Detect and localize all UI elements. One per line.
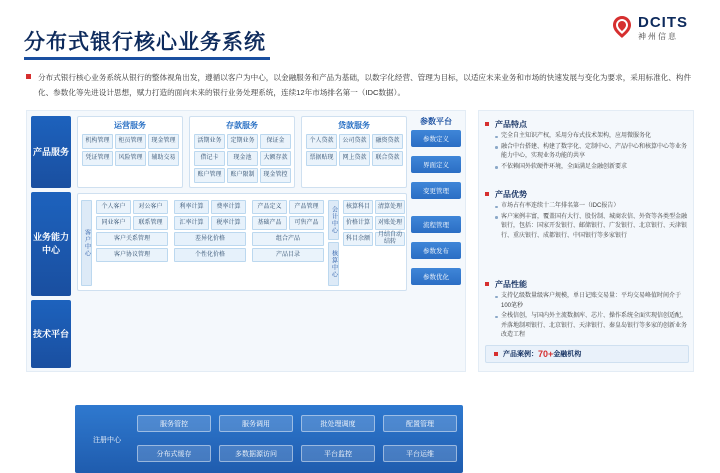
service-cell[interactable]: 票据贴现 xyxy=(306,151,337,166)
bullet-item: 不依赖国外软硬件环境，全面满足金融创新要求 xyxy=(495,163,689,173)
intro-paragraph: 分布式银行核心业务系统从银行的整体视角出发，遵循以客户为中心，以金融服务和产品为基础，以数字化经营、管理为目标，以适应未来业务和市场的快速发展与变化为要求，采用标准化、构件化、参数化等先进设计思想，赋力打造的面向未来的银行业务处理系统，连续12年市场排名第一（IDC数据）。 xyxy=(38,73,692,97)
tech-button[interactable]: 分布式缓存 xyxy=(137,445,211,462)
service-cell[interactable]: 现金管理 xyxy=(148,134,179,149)
center-tab-accounting[interactable]: 会计中心 xyxy=(328,200,339,240)
section-product-performance xyxy=(485,279,689,342)
capability-cell[interactable]: 基础产品 xyxy=(252,216,287,230)
service-cell[interactable]: 柜员管理 xyxy=(115,134,146,149)
service-cell[interactable]: 现金池 xyxy=(227,151,258,166)
capability-cell[interactable]: 个人客户 xyxy=(96,200,131,214)
capability-cell[interactable]: 客户关系管理 xyxy=(96,232,168,246)
capability-cell[interactable]: 产品目录 xyxy=(252,248,324,262)
service-cell[interactable]: 风险管理 xyxy=(115,151,146,166)
case-label-suffix: 金融机构 xyxy=(553,351,582,358)
platform-button[interactable]: 参数优化 xyxy=(411,268,461,285)
layer-label-tech-platform: 技术平台 xyxy=(31,300,71,368)
service-cell[interactable]: 机构管理 xyxy=(82,134,113,149)
service-cell[interactable]: 网上贷款 xyxy=(339,151,370,166)
center-tab-settlement[interactable]: 核算中心 xyxy=(328,242,339,286)
platform-button[interactable]: 流程管理 xyxy=(411,216,461,233)
intro-bullet-icon xyxy=(26,74,31,79)
capability-cell[interactable]: 产品定义 xyxy=(252,200,287,214)
layer-label-product-service: 产品服务 xyxy=(31,116,71,188)
capability-cell[interactable]: 核算科目 xyxy=(343,200,373,214)
service-cell[interactable]: 账户限制 xyxy=(227,168,258,183)
registry-center-label: 注册中心 xyxy=(93,437,121,444)
group-title: 运营服务 xyxy=(114,121,146,130)
platform-button[interactable]: 参数定义 xyxy=(411,130,461,147)
tech-button[interactable]: 平台监控 xyxy=(301,445,375,462)
logo-text: DCITS xyxy=(638,14,688,31)
bullet-item: 全栈信创，与国内外主流数据库、芯片、操作系统全面实现信创适配，并落地制项银行、北京银行、天津银行、秦皇岛银行等多家的创新业务改造工程 xyxy=(495,312,689,341)
capability-cell[interactable]: 清算处理 xyxy=(375,200,405,214)
bullet-item: 市场占有率连续十二年排名第一（IDC报告） xyxy=(495,202,689,212)
capability-cell[interactable]: 汇率计算 xyxy=(174,216,209,230)
service-cell[interactable]: 公司贷款 xyxy=(339,134,370,149)
service-cell[interactable]: 定期业务 xyxy=(227,134,258,149)
tech-platform-band xyxy=(75,405,463,473)
bullet-item: 融合中台搭建、构建了数字化、定制中心、产品中心和核算中心等业务能力中心，实现业务功能的共享 xyxy=(495,143,689,162)
group-deposit-service xyxy=(189,116,295,188)
section-body xyxy=(485,202,689,241)
service-cell[interactable]: 联合贷款 xyxy=(372,151,403,166)
section-product-features xyxy=(485,119,689,173)
brand-logo xyxy=(610,12,702,46)
product-case-badge xyxy=(485,345,689,363)
service-cell[interactable]: 融资贷款 xyxy=(372,134,403,149)
service-cell[interactable]: 现金管控 xyxy=(260,168,291,183)
capability-cell[interactable]: 客户协议管理 xyxy=(96,248,168,262)
capability-cell[interactable]: 利率计算 xyxy=(174,200,209,214)
logo-mark-icon xyxy=(610,15,634,39)
platform-button[interactable]: 参数发布 xyxy=(411,242,461,259)
section-heading: 产品性能 xyxy=(485,279,689,292)
page-title: 分布式银行核心业务系统 xyxy=(24,31,266,54)
section-body xyxy=(485,292,689,341)
case-label-prefix: 产品案例： xyxy=(503,351,538,358)
bullet-item: 支持亿级数量级客户规模，单日记账交易量：平均交易峰值时间介于100笔秒 xyxy=(495,292,689,311)
layer-label-capability-center: 业务能力中心 xyxy=(31,192,71,296)
tech-button[interactable]: 服务管控 xyxy=(137,415,211,432)
group-title: 贷款服务 xyxy=(338,121,370,130)
product-info-panel xyxy=(478,110,694,372)
capability-cell[interactable]: 可售产品 xyxy=(289,216,324,230)
center-tab-customer[interactable]: 客户中心 xyxy=(81,200,92,286)
section-heading: 产品特点 xyxy=(485,119,689,132)
capability-cell[interactable]: 费率计算 xyxy=(211,200,246,214)
tech-button[interactable]: 服务调用 xyxy=(219,415,293,432)
capability-cell[interactable]: 对公客户 xyxy=(133,200,168,214)
platform-button[interactable]: 变更管理 xyxy=(411,182,461,199)
case-bullet-icon xyxy=(494,352,498,356)
service-cell[interactable]: 辅助交易 xyxy=(148,151,179,166)
layer-labels xyxy=(31,116,71,368)
capability-cell[interactable]: 同业客户 xyxy=(96,216,131,230)
service-cell[interactable]: 保证金 xyxy=(260,134,291,149)
service-cell[interactable]: 大额存款 xyxy=(260,151,291,166)
platform-button[interactable]: 界面定义 xyxy=(411,156,461,173)
bullet-item: 客户案例丰富，覆盖国有大行、股份制、城商农信、外资等各类型金融银行，包括：国家开发银行、邮储银行、广发银行、北京银行、天津银行、重庆银行、成都银行、中国银行等多家银行 xyxy=(495,213,689,242)
tech-button[interactable]: 批处理调度 xyxy=(301,415,375,432)
group-loan-service xyxy=(301,116,407,188)
section-product-advantages xyxy=(485,189,689,242)
parameter-platform-title: 参数平台 xyxy=(420,117,452,126)
section-body xyxy=(485,132,689,172)
service-cell[interactable]: 个人贷款 xyxy=(306,134,337,149)
section-heading: 产品优势 xyxy=(485,189,689,202)
capability-cell[interactable]: 月结自动结转 xyxy=(375,232,405,246)
title-underline xyxy=(24,57,270,60)
capability-cell[interactable]: 价格计算 xyxy=(343,216,373,230)
capability-cell[interactable]: 税率计算 xyxy=(211,216,246,230)
parameter-platform xyxy=(409,116,463,291)
tech-button[interactable]: 多数据源访问 xyxy=(219,445,293,462)
case-number: 70+ xyxy=(538,349,554,359)
service-cell[interactable]: 凭证管理 xyxy=(82,151,113,166)
capability-cell[interactable]: 差异化价格 xyxy=(174,232,246,246)
tech-button[interactable]: 平台运维 xyxy=(383,445,457,462)
bullet-item: 完全自主知识产权，采用分布式技术架构，应用微服务化 xyxy=(495,132,689,142)
group-capability-center xyxy=(77,193,407,291)
service-cell[interactable]: 活期业务 xyxy=(194,134,225,149)
capability-cell[interactable]: 科目余额 xyxy=(343,232,373,246)
logo-subtitle: 神州信息 xyxy=(638,32,678,41)
capability-cell[interactable]: 产品管理 xyxy=(289,200,324,214)
group-operation-service xyxy=(77,116,183,188)
capability-cell[interactable]: 个性化价格 xyxy=(174,248,246,262)
group-title: 存款服务 xyxy=(226,121,258,130)
architecture-diagram xyxy=(26,110,466,458)
capability-cell[interactable]: 组合产品 xyxy=(252,232,324,246)
tech-button[interactable]: 配置管理 xyxy=(383,415,457,432)
service-cell[interactable]: 账户管理 xyxy=(194,168,225,183)
capability-cell[interactable]: 联系管理 xyxy=(133,216,168,230)
service-cell[interactable]: 借记卡 xyxy=(194,151,225,166)
header-bar xyxy=(0,0,720,72)
capability-cell[interactable]: 对账处理 xyxy=(375,216,405,230)
